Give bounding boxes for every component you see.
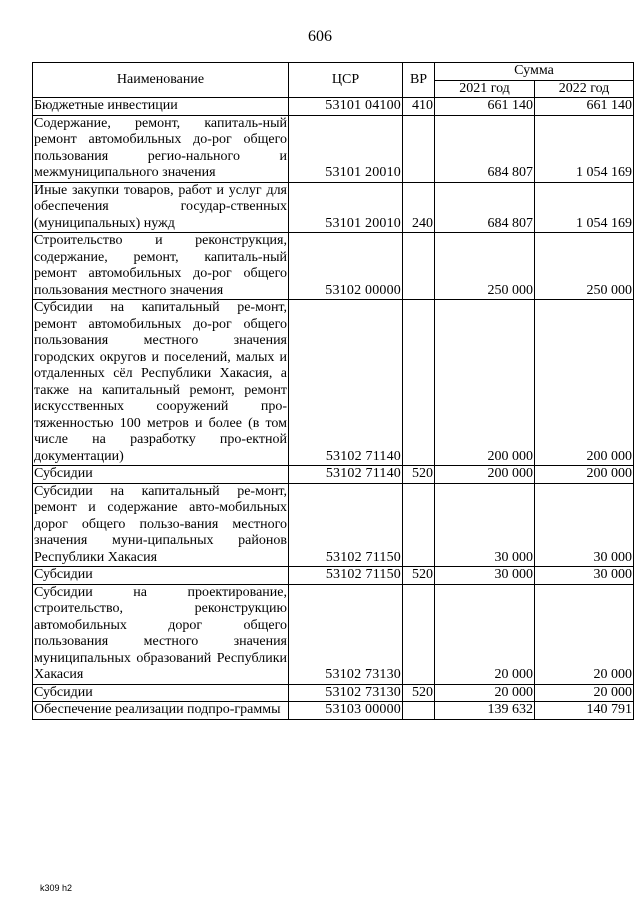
row-sum-2022: 1 054 169 <box>535 115 634 182</box>
table-row <box>33 567 634 585</box>
row-name: Содержание, ремонт, капиталь-ный ремонт автомобильных до-рог общего пользования регио-нального и межмуниципального значения <box>34 115 287 180</box>
header-sum: Сумма <box>435 63 634 81</box>
row-vr: 520 <box>403 466 435 484</box>
row-csr: 53101 20010 <box>289 182 403 233</box>
table-row <box>33 233 634 300</box>
row-csr: 53101 20010 <box>289 115 403 182</box>
row-sum-2022: 30 000 <box>535 483 634 567</box>
row-vr <box>403 483 435 567</box>
row-sum-2022: 140 791 <box>535 702 634 720</box>
page-number: 606 <box>308 28 332 45</box>
row-sum-2022: 200 000 <box>535 466 634 484</box>
table-row <box>33 584 634 684</box>
row-sum-2021: 20 000 <box>435 584 535 684</box>
table-row <box>33 702 634 720</box>
row-sum-2021: 20 000 <box>435 684 535 702</box>
footer-code: k309 h2 <box>40 883 73 893</box>
row-vr <box>403 702 435 720</box>
row-csr: 53101 04100 <box>289 98 403 116</box>
header-vr: ВР <box>403 63 435 98</box>
header-name: Наименование <box>33 63 289 98</box>
row-sum-2021: 661 140 <box>435 98 535 116</box>
row-vr <box>403 300 435 466</box>
row-csr: 53102 71150 <box>289 483 403 567</box>
row-vr <box>403 115 435 182</box>
row-name: Субсидии <box>33 567 289 585</box>
header-csr: ЦСР <box>289 63 403 98</box>
row-sum-2021: 250 000 <box>435 233 535 300</box>
row-csr: 53102 71150 <box>289 567 403 585</box>
table-body <box>33 98 634 720</box>
table-row <box>33 182 634 233</box>
row-sum-2021: 139 632 <box>435 702 535 720</box>
header-row <box>33 63 634 81</box>
table-row <box>33 115 634 182</box>
row-sum-2022: 250 000 <box>535 233 634 300</box>
row-sum-2021: 200 000 <box>435 300 535 466</box>
row-csr: 53102 73130 <box>289 584 403 684</box>
budget-table <box>32 62 634 720</box>
row-name: Субсидии <box>33 684 289 702</box>
header-year-2022: 2022 год <box>535 80 634 98</box>
row-sum-2022: 20 000 <box>535 584 634 684</box>
row-name: Субсидии на капитальный ре-монт, ремонт автомобильных до-рог общего пользования местного значения городских округов и поселений, малых и отдаленных сёл Республики Хакасия, а также на капитальный ремонт, ремонт искусственных сооружений про-тяженностью 100 метров и более (в том числе на разработку про-ектной документации) <box>34 300 287 464</box>
row-sum-2021: 684 807 <box>435 115 535 182</box>
row-sum-2021: 684 807 <box>435 182 535 233</box>
header-year-2021: 2021 год <box>435 80 535 98</box>
row-csr: 53102 71140 <box>289 466 403 484</box>
row-csr: 53102 73130 <box>289 684 403 702</box>
row-name: Субсидии <box>33 466 289 484</box>
row-sum-2022: 20 000 <box>535 684 634 702</box>
row-sum-2022: 1 054 169 <box>535 182 634 233</box>
table-row <box>33 466 634 484</box>
row-name: Бюджетные инвестиции <box>33 98 289 116</box>
row-sum-2022: 661 140 <box>535 98 634 116</box>
row-vr <box>403 233 435 300</box>
row-vr: 520 <box>403 567 435 585</box>
row-vr: 240 <box>403 182 435 233</box>
row-vr: 520 <box>403 684 435 702</box>
table-row <box>33 684 634 702</box>
row-sum-2022: 200 000 <box>535 300 634 466</box>
row-sum-2021: 30 000 <box>435 567 535 585</box>
row-vr <box>403 584 435 684</box>
table-row <box>33 98 634 116</box>
row-name: Субсидии на проектирование, строительство, реконструкцию автомобильных дорог общего пользования местного значения муниципальных образований Республики Хакасия <box>34 584 287 682</box>
table-row <box>33 300 634 466</box>
table-row <box>33 483 634 567</box>
row-sum-2021: 30 000 <box>435 483 535 567</box>
row-csr: 53102 00000 <box>289 233 403 300</box>
row-csr: 53102 71140 <box>289 300 403 466</box>
row-sum-2022: 30 000 <box>535 567 634 585</box>
row-name: Иные закупки товаров, работ и услуг для обеспечения государ-ственных (муниципальных) нужд <box>34 182 287 231</box>
row-csr: 53103 00000 <box>289 702 403 720</box>
row-sum-2021: 200 000 <box>435 466 535 484</box>
row-vr: 410 <box>403 98 435 116</box>
row-name: Обеспечение реализации подпро-граммы <box>33 702 289 720</box>
row-name: Строительство и реконструкция, содержание, ремонт, капиталь-ный ремонт автомобильных до-рог общего пользования местного значения <box>34 233 287 298</box>
row-name: Субсидии на капитальный ре-монт, ремонт и содержание авто-мобильных дорог общего пользо-вания местного значения муни-ципальных районов Республики Хакасия <box>34 483 287 565</box>
